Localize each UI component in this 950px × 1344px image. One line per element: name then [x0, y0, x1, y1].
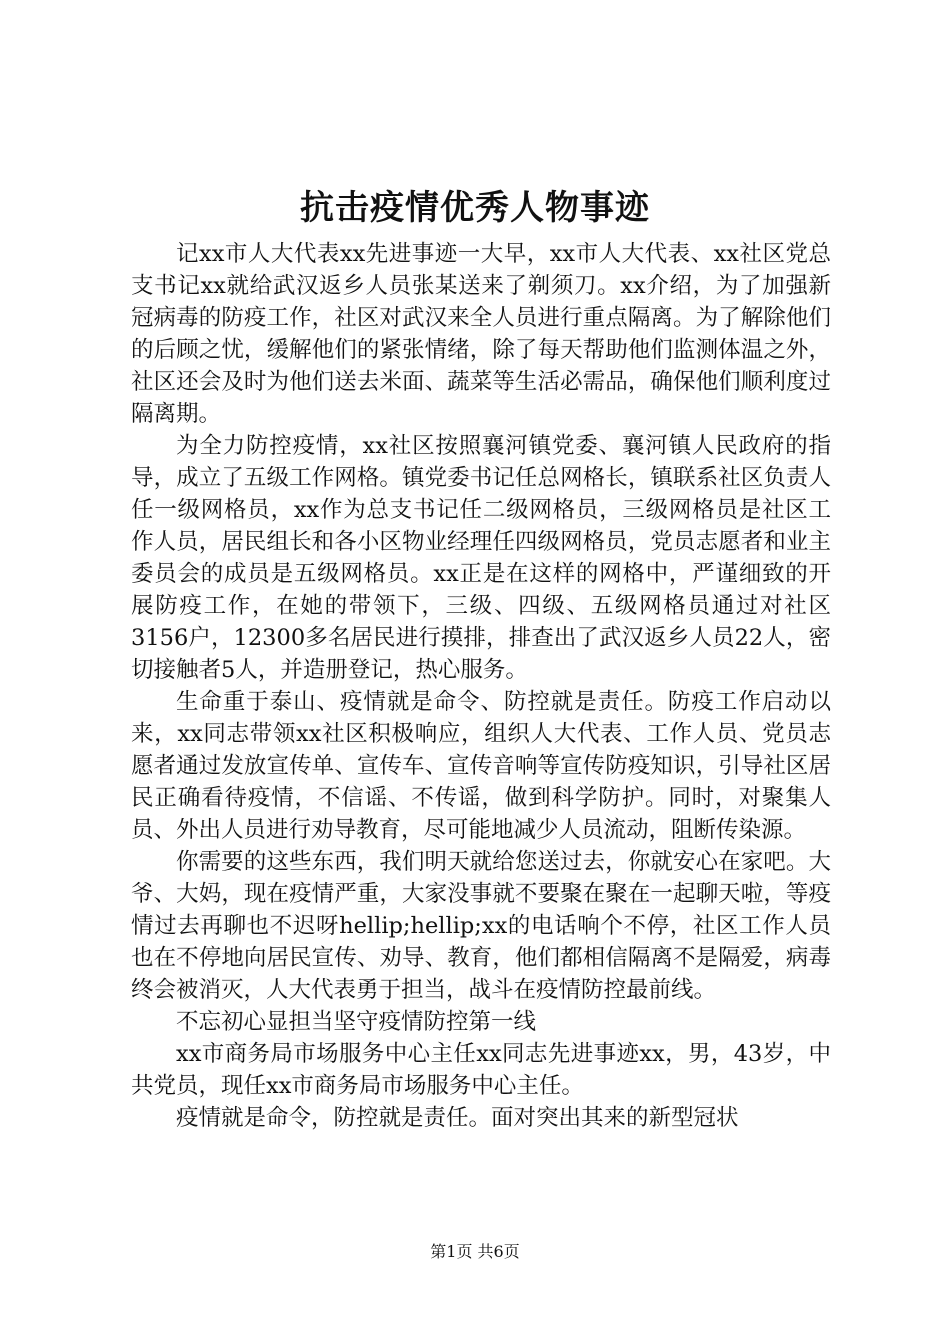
- document-title: 抗击疫情优秀人物事迹: [300, 188, 650, 228]
- paragraph: 记xx市人大代表xx先进事迹一大早，xx市人大代表、xx社区党总支书记xx就给武汉返乡人员张某送来了剃须刀。xx介绍，为了加强新冠病毒的防疫工作，社区对武汉来全人员进行重点隔离。为了解除他们的后顾之忧，缓解他们的紧张情绪，除了每天帮助他们监测体温之外，社区还会及时为他们送去米面、蔬菜等生活必需品，确保他们顺利度过隔离期。: [131, 241, 831, 427]
- paragraph: 你需要的这些东西，我们明天就给您送过去，你就安心在家吧。大爷、大妈，现在疫情严重，大家没事就不要聚在聚在一起聊天啦，等疫情过去再聊也不迟呀hellip;hellip;xx的电话响个不停，社区工作人员也在不停地向居民宣传、劝导、教育，他们都相信隔离不是隔爱，病毒终会被消灭，人大代表勇于担当，战斗在疫情防控最前线。: [131, 849, 831, 1003]
- page-number: 第1页 共6页: [430, 1242, 520, 1261]
- document-body: [131, 238, 831, 1134]
- paragraph: 疫情就是命令，防控就是责任。面对突出其来的新型冠状: [176, 1105, 739, 1131]
- section-heading: 不忘初心显担当坚守疫情防控第一线: [176, 1009, 537, 1035]
- paragraph: xx市商务局市场服务中心主任xx同志先进事迹xx，男，43岁，中共党员，现任xx市商务局市场服务中心主任。: [131, 1041, 831, 1099]
- paragraph: 生命重于泰山、疫情就是命令、防控就是责任。防疫工作启动以来，xx同志带领xx社区积极响应，组织人大代表、工作人员、党员志愿者通过发放宣传单、宣传车、宣传音响等宣传防疫知识，引导社区居民正确看待疫情，不信谣、不传谣，做到科学防护。同时，对聚集人员、外出人员进行劝导教育，尽可能地减少人员流动，阻断传染源。: [131, 689, 831, 843]
- paragraph: 为全力防控疫情，xx社区按照襄河镇党委、襄河镇人民政府的指导，成立了五级工作网格。镇党委书记任总网格长，镇联系社区负责人任一级网格员，xx作为总支书记任二级网格员，三级网格员是社区工作人员，居民组长和各小区物业经理任四级网格员，党员志愿者和业主委员会的成员是五级网格员。xx正是在这样的网格中，严谨细致的开展防疫工作，在她的带领下，三级、四级、五级网格员通过对社区3156户，12300多名居民进行摸排，排查出了武汉返乡人员22人，密切接触者5人，并造册登记，热心服务。: [131, 433, 831, 683]
